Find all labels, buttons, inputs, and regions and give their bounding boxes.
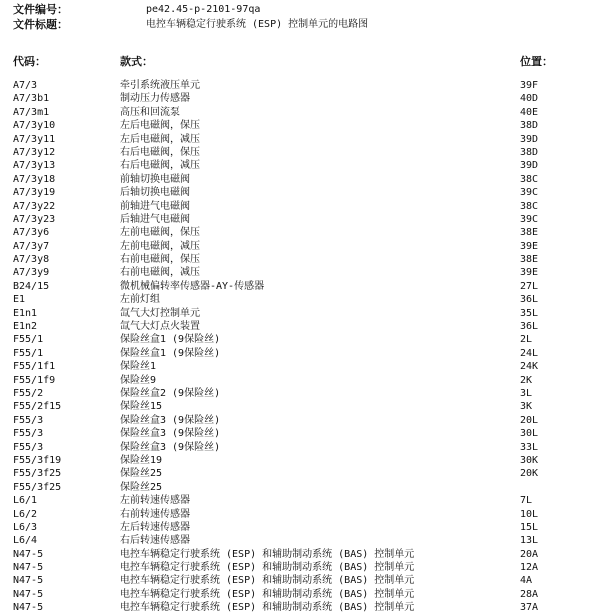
component-position: 39C xyxy=(520,213,539,225)
component-name: 后轴切换电磁阀 xyxy=(120,187,190,199)
component-name: 左前电磁阀，减压 xyxy=(120,240,200,252)
component-name: 高压和回流泵 xyxy=(120,106,180,118)
component-position: 30K xyxy=(520,454,539,466)
table-row xyxy=(0,159,604,172)
component-code: A7/3y10 xyxy=(13,120,56,132)
component-name: 保险丝9 xyxy=(120,374,157,386)
table-row xyxy=(0,266,604,279)
table-row xyxy=(0,427,604,440)
component-position: 20A xyxy=(520,548,539,560)
component-name: 保险丝25 xyxy=(120,481,163,493)
component-position: 39E xyxy=(520,267,539,279)
component-code: A7/3y6 xyxy=(13,227,50,239)
component-code: F55/3f19 xyxy=(13,454,62,466)
table-row xyxy=(0,441,604,454)
component-position: 39D xyxy=(520,160,539,172)
component-code: B24/15 xyxy=(13,280,50,292)
component-code: N47-5 xyxy=(13,562,44,574)
table-row xyxy=(0,333,604,346)
component-position: 38E xyxy=(520,227,539,239)
component-code: L6/4 xyxy=(13,535,38,547)
component-code: A7/3y19 xyxy=(13,187,56,199)
doc-title-label: 文件标题： xyxy=(13,18,68,31)
component-name: 前轴进气电磁阀 xyxy=(120,200,190,212)
doc-number-value: pe42.45-p-2101-97qa xyxy=(146,4,261,15)
component-position: 38C xyxy=(520,173,539,185)
table-row xyxy=(0,280,604,293)
component-position: 7L xyxy=(520,495,533,507)
table-row xyxy=(0,200,604,213)
component-name: 右前电磁阀，减压 xyxy=(120,267,200,279)
component-name: 后轴进气电磁阀 xyxy=(120,213,190,225)
component-code: A7/3y22 xyxy=(13,200,56,212)
component-code: L6/2 xyxy=(13,508,38,520)
component-code: A7/3y8 xyxy=(13,254,50,266)
table-row xyxy=(0,347,604,360)
component-code: A7/3 xyxy=(13,80,38,91)
component-name: 保险丝25 xyxy=(120,468,163,480)
component-position: 38D xyxy=(520,120,539,132)
component-name: 右后电磁阀，保压 xyxy=(120,146,200,158)
component-code: A7/3y12 xyxy=(13,146,56,158)
component-code: N47-5 xyxy=(13,548,44,560)
component-position: 39F xyxy=(520,80,539,91)
table-row xyxy=(0,374,604,387)
table-row xyxy=(0,133,604,146)
component-code: N47-5 xyxy=(13,575,44,587)
component-code: A7/3y9 xyxy=(13,267,50,279)
doc-title-value: 电控车辆稳定行驶系统 (ESP) 控制单元的电路图 xyxy=(146,19,369,30)
component-name: 保险丝盒3 (9保险丝) xyxy=(120,441,221,453)
component-name: 牵引系统液压单元 xyxy=(120,80,200,91)
table-row xyxy=(0,467,604,480)
table-row xyxy=(0,414,604,427)
component-name: 氙气大灯控制单元 xyxy=(120,307,200,319)
component-position: 20K xyxy=(520,468,539,480)
component-code: F55/3f25 xyxy=(13,481,62,493)
component-code: A7/3b1 xyxy=(13,93,50,105)
component-code: A7/3y23 xyxy=(13,213,56,225)
component-position: 20L xyxy=(520,414,539,426)
component-name: 保险丝19 xyxy=(120,454,163,466)
component-name: 保险丝盒2 (9保险丝) xyxy=(120,387,221,399)
table-row xyxy=(0,588,604,601)
component-position: 15L xyxy=(520,521,539,533)
component-code: E1n1 xyxy=(13,307,38,319)
component-position: 30L xyxy=(520,428,539,440)
table-row xyxy=(0,534,604,547)
component-name: 氙气大灯点火装置 xyxy=(120,321,200,333)
component-position: 36L xyxy=(520,321,539,333)
component-name: 电控车辆稳定行驶系统 (ESP) 和辅助制动系统 (BAS) 控制单元 xyxy=(120,562,415,574)
component-code: L6/3 xyxy=(13,521,38,533)
component-position: 38E xyxy=(520,254,539,266)
component-code: F55/3f25 xyxy=(13,468,62,480)
component-code: N47-5 xyxy=(13,602,44,614)
component-name: 右后电磁阀，减压 xyxy=(120,160,200,172)
component-name: 左后电磁阀，保压 xyxy=(120,120,200,132)
column-header-code: 代码： xyxy=(13,55,46,68)
table-row xyxy=(0,253,604,266)
component-name: 保险丝盒3 (9保险丝) xyxy=(120,428,221,440)
component-position: 38C xyxy=(520,200,539,212)
table-row xyxy=(0,213,604,226)
table-row xyxy=(0,574,604,587)
component-code: E1 xyxy=(13,294,26,306)
component-code: F55/1f9 xyxy=(13,374,56,386)
component-name: 左后电磁阀，减压 xyxy=(120,133,200,145)
component-code: E1n2 xyxy=(13,321,38,333)
component-position: 35L xyxy=(520,307,539,319)
table-row xyxy=(0,320,604,333)
component-position: 39D xyxy=(520,133,539,145)
column-header-name: 款式： xyxy=(120,55,153,68)
component-name: 右前电磁阀，保压 xyxy=(120,254,200,266)
component-name: 保险丝盒1 (9保险丝) xyxy=(120,347,221,359)
table-row xyxy=(0,521,604,534)
component-code: A7/3y7 xyxy=(13,240,50,252)
table-row xyxy=(0,173,604,186)
component-position: 10L xyxy=(520,508,539,520)
component-name: 前轴切换电磁阀 xyxy=(120,173,190,185)
component-name: 左后转速传感器 xyxy=(120,521,190,533)
component-name: 左前灯组 xyxy=(120,294,160,306)
component-code: A7/3y13 xyxy=(13,160,56,172)
table-row xyxy=(0,601,604,614)
table-row xyxy=(0,226,604,239)
doc-number-label: 文件编号： xyxy=(13,3,68,16)
table-row xyxy=(0,548,604,561)
table-row xyxy=(0,454,604,467)
component-code: F55/3 xyxy=(13,414,44,426)
table-row xyxy=(0,293,604,306)
table-row xyxy=(0,387,604,400)
component-position: 3L xyxy=(520,387,533,399)
table-row xyxy=(0,92,604,105)
table-row xyxy=(0,508,604,521)
component-name: 左前转速传感器 xyxy=(120,495,190,507)
component-name: 右前转速传感器 xyxy=(120,508,190,520)
table-row xyxy=(0,240,604,253)
component-position: 39E xyxy=(520,240,539,252)
component-code: F55/1f1 xyxy=(13,361,56,373)
component-name: 微机械偏转率传感器-AY-传感器 xyxy=(120,280,265,292)
component-position: 2L xyxy=(520,334,533,346)
component-position: 37A xyxy=(520,602,539,614)
column-header-position: 位置： xyxy=(520,55,553,68)
table-row xyxy=(0,400,604,413)
component-position: 24L xyxy=(520,347,539,359)
component-position: 38D xyxy=(520,146,539,158)
component-position: 39C xyxy=(520,187,539,199)
table-row xyxy=(0,119,604,132)
component-name: 保险丝盒3 (9保险丝) xyxy=(120,414,221,426)
component-name: 电控车辆稳定行驶系统 (ESP) 和辅助制动系统 (BAS) 控制单元 xyxy=(120,575,415,587)
table-row xyxy=(0,561,604,574)
component-position: 3K xyxy=(520,401,533,413)
table-row xyxy=(0,186,604,199)
component-code: A7/3y11 xyxy=(13,133,56,145)
component-name: 保险丝15 xyxy=(120,401,163,413)
component-table xyxy=(0,79,604,615)
component-name: 保险丝1 xyxy=(120,361,157,373)
component-name: 右后转速传感器 xyxy=(120,535,190,547)
component-position: 33L xyxy=(520,441,539,453)
component-name: 电控车辆稳定行驶系统 (ESP) 和辅助制动系统 (BAS) 控制单元 xyxy=(120,602,415,614)
component-code: L6/1 xyxy=(13,495,38,507)
table-row xyxy=(0,146,604,159)
component-position: 24K xyxy=(520,361,539,373)
component-code: F55/2 xyxy=(13,387,44,399)
component-code: F55/2f15 xyxy=(13,401,62,413)
component-name: 电控车辆稳定行驶系统 (ESP) 和辅助制动系统 (BAS) 控制单元 xyxy=(120,588,415,600)
component-code: F55/3 xyxy=(13,428,44,440)
component-code: F55/1 xyxy=(13,334,44,346)
table-row xyxy=(0,360,604,373)
component-code: N47-5 xyxy=(13,588,44,600)
component-name: 保险丝盒1 (9保险丝) xyxy=(120,334,221,346)
component-code: A7/3y18 xyxy=(13,173,56,185)
component-name: 制动压力传感器 xyxy=(120,93,190,105)
component-position: 12A xyxy=(520,562,539,574)
component-position: 4A xyxy=(520,575,533,587)
component-position: 13L xyxy=(520,535,539,547)
component-code: F55/3 xyxy=(13,441,44,453)
table-row xyxy=(0,79,604,92)
component-position: 2K xyxy=(520,374,533,386)
component-code: F55/1 xyxy=(13,347,44,359)
table-row xyxy=(0,106,604,119)
component-position: 27L xyxy=(520,280,539,292)
component-code: A7/3m1 xyxy=(13,106,50,118)
component-name: 左前电磁阀，保压 xyxy=(120,227,200,239)
table-row xyxy=(0,307,604,320)
component-position: 36L xyxy=(520,294,539,306)
component-position: 40D xyxy=(520,93,539,105)
table-row xyxy=(0,481,604,494)
component-position: 40E xyxy=(520,106,539,118)
component-position: 28A xyxy=(520,588,539,600)
component-name: 电控车辆稳定行驶系统 (ESP) 和辅助制动系统 (BAS) 控制单元 xyxy=(120,548,415,560)
table-row xyxy=(0,494,604,507)
